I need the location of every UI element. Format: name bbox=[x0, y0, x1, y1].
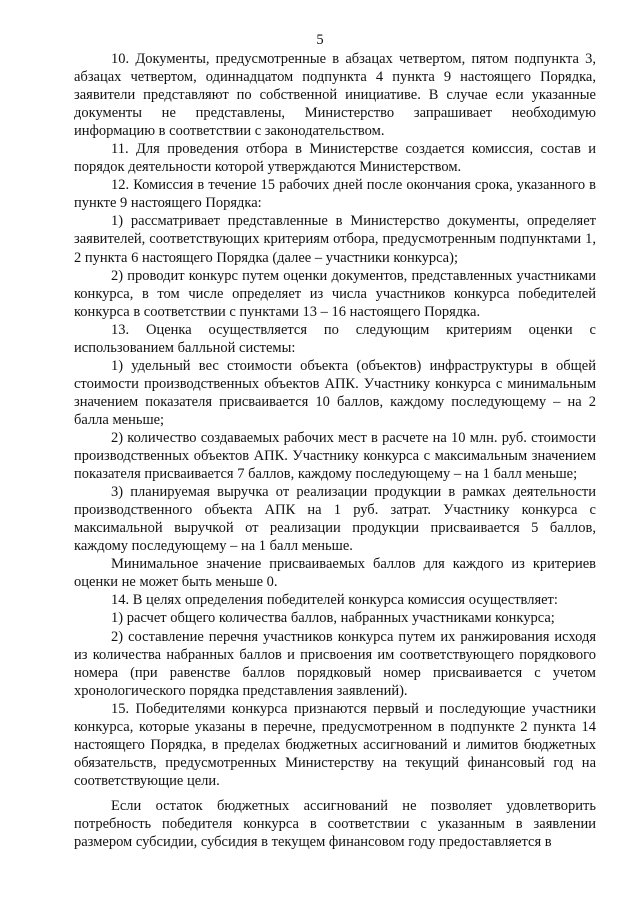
document-body bbox=[74, 50, 596, 851]
paragraph-15-winners: 15. Победителями конкурса признаются первый и последующие участники конкурса, которые указаны в перечне, предусмотренном в подпункте 2 пункта 14 настоящего Порядка, в пределах бюджетных ассигнований и лимитов бюджетных обязательств, предусмотренных Министерству на текущий финансовый год на соответствующие цели. bbox=[74, 700, 596, 789]
paragraph-minimum-score: Минимальное значение присваиваемых баллов для каждого из критериев оценки не может быть меньше 0. bbox=[74, 556, 596, 591]
paragraph-13-evaluation: 13. Оценка осуществляется по следующим критериям оценки с использованием балльной системы: bbox=[74, 321, 596, 356]
paragraph-13-criterion-2: 2) количество создаваемых рабочих мест в расчете на 10 млн. руб. стоимости производственных объектов АПК. Участнику конкурса с максимальным значением показателя присваивается 7 баллов, каждому последующему – на 1 балл меньше; bbox=[74, 429, 596, 483]
paragraph-10-documents: 10. Документы, предусмотренные в абзацах четвертом, пятом подпункта 3, абзацах четвертом, одиннадцатом подпункта 4 пункта 9 настоящего Порядка, заявители представляют по собственной инициативе. В случае если указанные документы не представлены, Министерство запрашивает необходимую информацию в соответствии с законодательством. bbox=[74, 51, 596, 140]
paragraph-14-item-1: 1) расчет общего количества баллов, набранных участниками конкурса; bbox=[111, 610, 555, 627]
paragraph-14-item-2: 2) составление перечня участников конкурса путем их ранжирования исходя из количества набранных баллов и присвоения им соответствующего порядкового номера (при равенстве баллов порядковый номер присваивается с учетом хронологического порядка представления заявлений). bbox=[74, 628, 596, 699]
paragraph-13-criterion-3: 3) планируемая выручка от реализации продукции в рамках деятельности производственного объекта АПК на 1 руб. затрат. Участнику конкурса с максимальной выручкой от реализации продукции присваивается 5 баллов, каждому последующему – на 1 балл меньше. bbox=[74, 484, 596, 555]
paragraph-12-item-2: 2) проводит конкурс путем оценки документов, представленных участниками конкурса, в том числе определяет из числа участников конкурса победителей конкурса в соответствии с пунктами 13 – 16 настоящего Порядка. bbox=[74, 267, 596, 320]
paragraph-11-commission: 11. Для проведения отбора в Министерстве создается комиссия, состав и порядок деятельности которой утверждаются Министерством. bbox=[74, 141, 596, 176]
paragraph-budget-remainder: Если остаток бюджетных ассигнований не позволяет удовлетворить потребность победителя конкурса в соответствии с указанным в заявлении размером субсидии, субсидия в текущем финансовом году предоставляется в bbox=[74, 797, 596, 851]
paragraph-12-item-1: 1) рассматривает представленные в Министерство документы, определяет заявителей, соответствующих критериям отбора, предусмотренным подпунктами 1, 2 пункта 6 настоящего Порядка (далее – участники конкурса); bbox=[74, 213, 596, 266]
paragraph-13-criterion-1: 1) удельный вес стоимости объекта (объектов) инфраструктуры в общей стоимости производственных объектов АПК. Участнику конкурса с минимальным значением показателя присваивается 10 баллов, каждому последующему – на 2 балла меньше; bbox=[74, 357, 596, 428]
page-number: 5 bbox=[316, 32, 324, 48]
paragraph-12-commission-term: 12. Комиссия в течение 15 рабочих дней после окончания срока, указанного в пункте 9 настоящего Порядка: bbox=[74, 177, 596, 212]
paragraph-14-winners: 14. В целях определения победителей конкурса комиссия осуществляет: bbox=[111, 592, 558, 609]
